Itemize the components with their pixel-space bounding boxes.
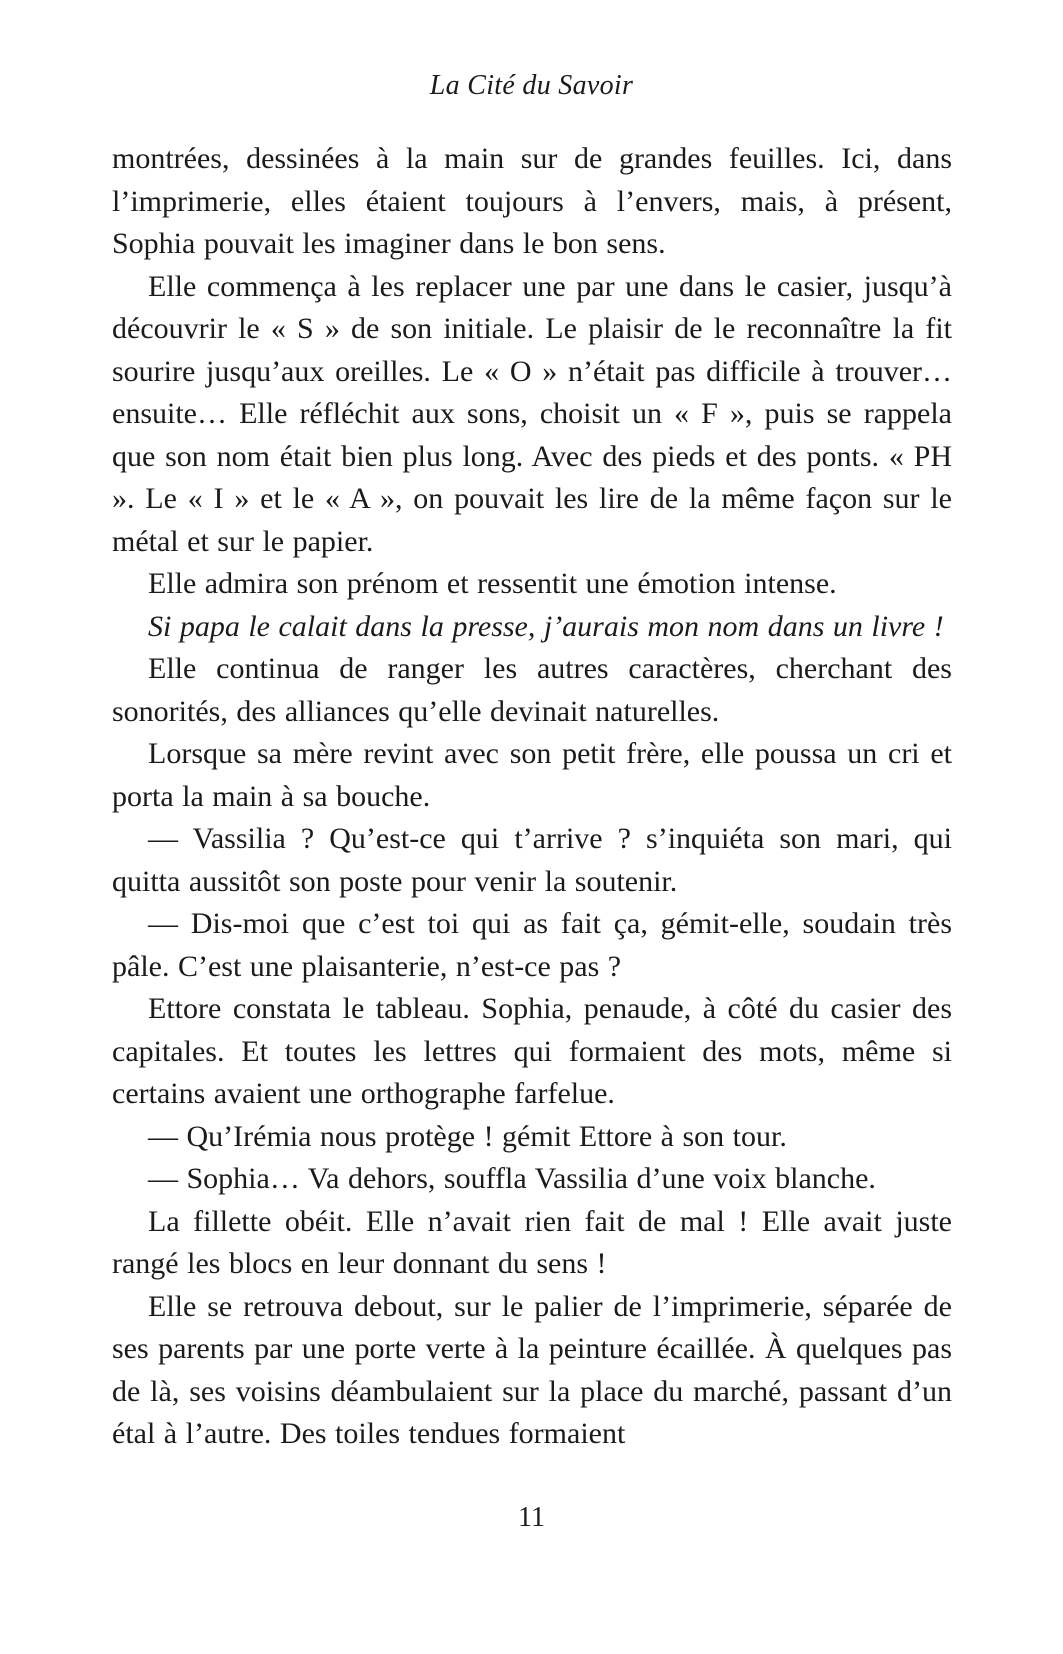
text-block: [112, 138, 952, 1456]
paragraph: Ettore constata le tableau. Sophia, penaude, à côté du casier des capitales. Et toutes les lettres qui formaient des mots, même si certains avaient une orthographe farfelue.: [112, 992, 952, 1110]
paragraph: montrées, dessinées à la main sur de grandes feuilles. Ici, dans l’imprimerie, elles étaient toujours à l’envers, mais, à présent, Sophia pouvait les imaginer dans le bon sens.: [112, 142, 952, 260]
paragraph: Si papa le calait dans la presse, j’aurais mon nom dans un livre !: [148, 609, 944, 643]
paragraph: La fillette obéit. Elle n’avait rien fait de mal ! Elle avait juste rangé les blocs en leur donnant du sens !: [112, 1204, 952, 1280]
paragraph: — Sophia… Va dehors, souffla Vassilia d’une voix blanche.: [148, 1162, 876, 1195]
paragraph: Elle admira son prénom et ressentit une émotion intense.: [148, 567, 837, 600]
running-header: La Cité du Savoir: [429, 70, 634, 101]
paragraph: Elle continua de ranger les autres caractères, cherchant des sonorités, des alliances qu’elle devinait naturelles.: [112, 652, 952, 728]
paragraph: Lorsque sa mère revint avec son petit frère, elle poussa un cri et porta la main à sa bouche.: [112, 737, 952, 813]
paragraph: — Vassilia ? Qu’est-ce qui t’arrive ? s’inquiéta son mari, qui quitta aussitôt son poste pour venir la soutenir.: [112, 822, 952, 898]
paragraph: Elle commença à les replacer une par une dans le casier, jusqu’à découvrir le « S » de son initiale. Le plaisir de le reconnaître la fit sourire jusqu’aux oreilles. Le « O » n’était pas difficile à trouver… ensuite… Elle réfléchit aux sons, choisit un « F », puis se rappela que son nom était bien plus long. Avec des pieds et des ponts. « PH ». Le « I » et le « A », on pouvait les lire de la même façon sur le métal et sur le papier.: [112, 269, 952, 558]
paragraph: — Qu’Irémia nous protège ! gémit Ettore à son tour.: [148, 1119, 787, 1153]
page-number: 11: [518, 1502, 545, 1533]
paragraph: Elle se retrouva debout, sur le palier de l’imprimerie, séparée de ses parents par une porte verte à la peinture écaillée. À quelques pas de là, ses voisins déambulaient sur la place du marché, passant d’un étal à l’autre. Des toiles tendues formaient: [112, 1289, 952, 1450]
paragraph: — Dis-moi que c’est toi qui as fait ça, gémit-elle, soudain très pâle. C’est une plaisanterie, n’est-ce pas ?: [112, 907, 952, 983]
